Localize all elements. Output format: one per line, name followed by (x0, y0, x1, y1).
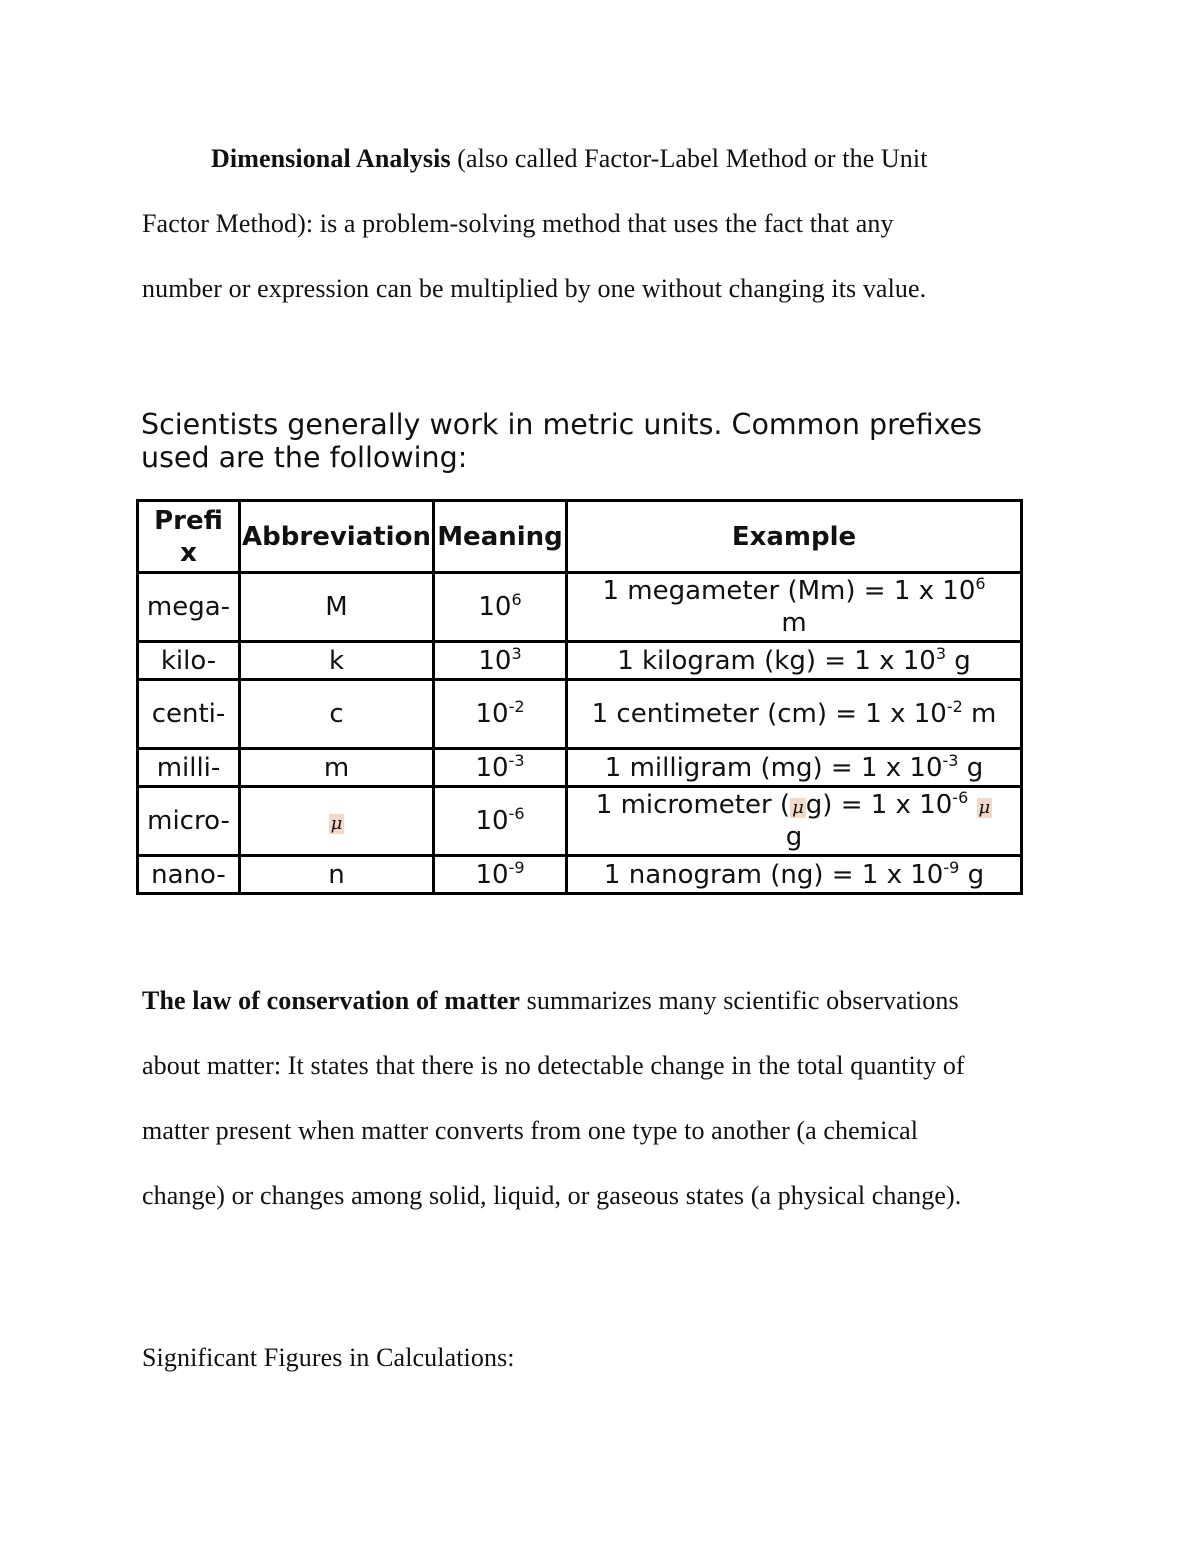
abbreviation-cell (240, 787, 434, 856)
conservation-term: The law of conservation of matter (142, 986, 521, 1015)
table-row (138, 856, 1022, 894)
meaning-cell: $10^{-3}$ (434, 749, 567, 787)
example-cell: 1 nanogram (ng) = 1 x $10^{-9}$ g (567, 856, 1022, 894)
example-cell: 1 micrometer ( μg) = 1 x $10^{-6}$ μ g (567, 787, 1022, 856)
prefix-cell: centi- (138, 680, 240, 749)
prefix-cell: kilo- (138, 642, 240, 680)
meaning-cell: $10^3$ (434, 642, 567, 680)
mu-symbol: μ (792, 797, 804, 818)
table-row (138, 749, 1022, 787)
abbreviation-cell: n (240, 856, 434, 894)
definition-line-1-text: (also called Factor-Label Method or the Unit (450, 144, 928, 173)
example-cell: 1 kilogram (kg) = 1 x $10^3$ g (567, 642, 1022, 680)
sigfigs-heading: Significant Figures in Calculations: (142, 1343, 515, 1372)
table-row (138, 642, 1022, 680)
conservation-line-1 (142, 986, 959, 1016)
definition-line-2: Factor Method): is a problem-solving method that uses the fact that any (142, 209, 894, 238)
abbreviation-cell: M (240, 573, 434, 642)
definition-line-1 (211, 144, 928, 174)
abbreviation-cell: k (240, 642, 434, 680)
definition-term: Dimensional Analysis (211, 144, 451, 173)
mu-symbol: μ (978, 797, 991, 818)
example-cell: 1 centimeter (cm) = 1 x $10^{-2}$ m (567, 680, 1022, 749)
conservation-line-4: change) or changes among solid, liquid, or gaseous states (a physical change). (142, 1181, 962, 1210)
meaning-cell: $10^{-6}$ (434, 787, 567, 856)
metric-intro: Scientists generally work in metric units. Common prefixes used are the following: (141, 408, 983, 474)
prefix-cell: nano- (138, 856, 240, 894)
example-cell: 1 megameter (Mm) = 1 x $10^6$ m (567, 573, 1022, 642)
meaning-cell: $10^6$ (434, 573, 567, 642)
header-example: Example (567, 501, 1022, 573)
mu-symbol: μ (330, 813, 343, 834)
header-abbreviation: Abbreviation (240, 501, 434, 573)
table-header-row (138, 501, 1022, 573)
abbreviation-cell: m (240, 749, 434, 787)
prefix-cell: milli- (138, 749, 240, 787)
table-row (138, 680, 1022, 749)
definition-line-3: number or expression can be multiplied by one without changing its value. (142, 274, 927, 303)
prefix-cell: micro- (138, 787, 240, 856)
header-prefix: Prefix (138, 501, 240, 573)
header-meaning: Meaning (434, 501, 567, 573)
conservation-line-2: about matter: It states that there is no detectable change in the total quantity of (142, 1051, 965, 1080)
conservation-line-3: matter present when matter converts from one type to another (a chemical (142, 1116, 919, 1145)
metric-prefix-table (136, 499, 1023, 895)
abbreviation-cell: c (240, 680, 434, 749)
meaning-cell: $10^{-9}$ (434, 856, 567, 894)
meaning-cell: $10^{-2}$ (434, 680, 567, 749)
table-row (138, 787, 1022, 856)
prefix-cell: mega- (138, 573, 240, 642)
table-row (138, 573, 1022, 642)
example-cell: 1 milligram (mg) = 1 x $10^{-3}$ g (567, 749, 1022, 787)
conservation-line-1-text: summarizes many scientific observations (520, 986, 959, 1015)
